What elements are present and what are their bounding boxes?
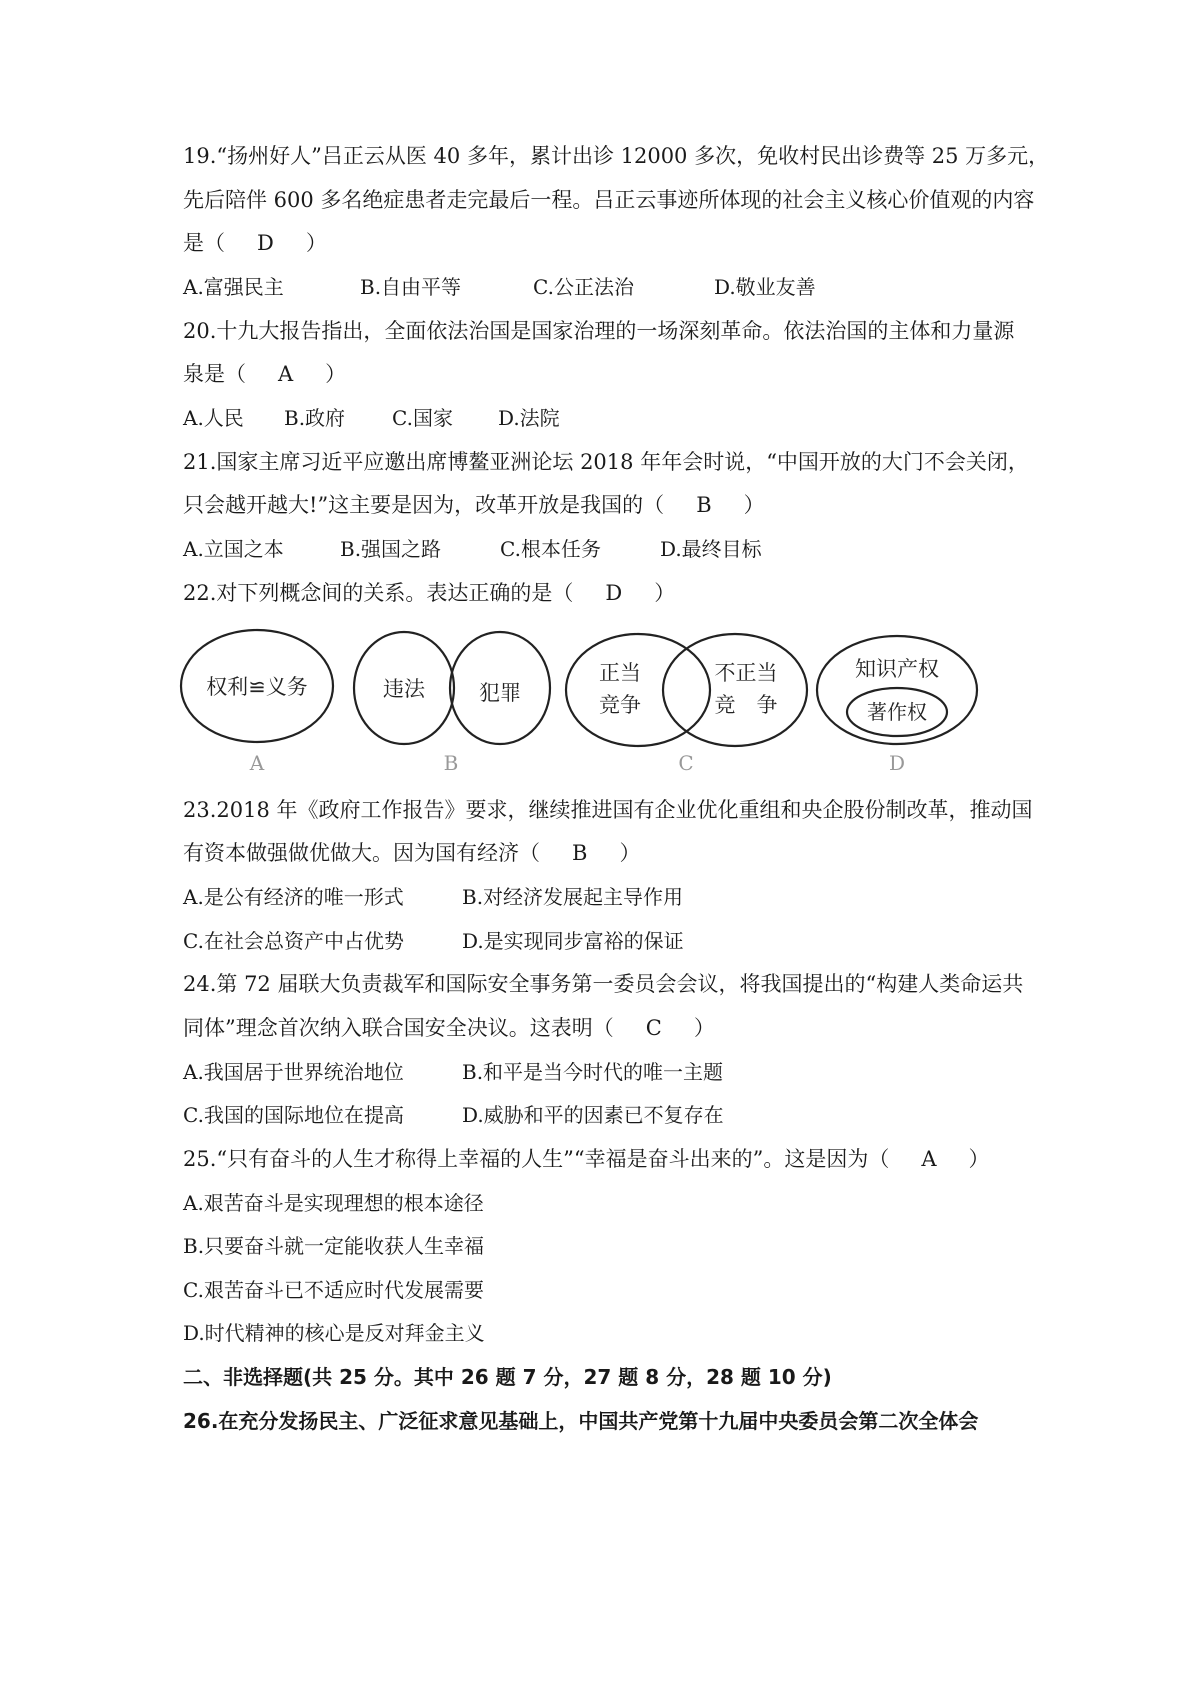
q21-answer: B: [696, 493, 712, 517]
q24-option-a: A.我国居于世界统治地位: [183, 1060, 404, 1084]
q21-line1: 21.国家主席习近平应邀出席博鳌亚洲论坛 2018 年年会时说，“中国开放的大门不会关闭，: [183, 450, 1029, 474]
q19-option-c: C.公正法治: [533, 275, 634, 299]
diagram-label-a: A: [249, 751, 265, 775]
q24-answer: C: [645, 1016, 662, 1040]
q24-option-d: D.威胁和平的因素已不复存在: [462, 1103, 724, 1127]
diagram-d-outer-circle: [817, 636, 977, 744]
q24-line1: 24.第 72 届联大负责裁军和国际安全事务第一委员会会议，将我国提出的“构建人类命运共: [183, 972, 1024, 996]
q19-answer: D: [257, 231, 274, 255]
q22-stem-prefix: 22.对下列概念间的关系。表达正确的是（: [183, 581, 574, 605]
q21-option-d: D.最终目标: [660, 537, 762, 561]
q21-option-c: C.根本任务: [500, 537, 601, 561]
q19-stem-suffix: ）: [305, 231, 327, 255]
q19-option-b: B.自由平等: [360, 275, 462, 299]
diagram-label-b: B: [443, 751, 459, 775]
q23-option-c: C.在社会总资产中占优势: [183, 929, 404, 953]
q22-answer: D: [605, 581, 623, 605]
diagram-b-right-text: 犯罪: [479, 681, 521, 705]
diagram-c-left-top: 正当: [599, 661, 641, 685]
q24-stem-suffix: ）: [693, 1016, 715, 1040]
q20-stem-suffix: ）: [325, 362, 347, 386]
q21-option-b: B.强国之路: [340, 537, 442, 561]
q20-option-b: B.政府: [284, 406, 346, 430]
q23-stem-end: [183, 838, 640, 868]
q21-option-a: A.立国之本: [183, 537, 284, 561]
diagram-d-inner-text: 著作权: [867, 700, 927, 724]
q20-option-c: C.国家: [392, 406, 453, 430]
q23-answer: B: [572, 841, 588, 865]
q21-stem-suffix: ）: [743, 493, 765, 517]
q23-stem-suffix: ）: [619, 841, 641, 865]
q23-stem-prefix: 有资本做强做优做大。因为国有经济（: [183, 841, 540, 865]
diagram-d-outer-text: 知识产权: [855, 657, 939, 681]
q25-stem-prefix: 25.“只有奋斗的人生才称得上幸福的人生”“幸福是奋斗出来的”。这是因为（: [183, 1147, 890, 1171]
q20-stem-prefix: 泉是（: [183, 362, 246, 386]
q24-stem-prefix: 同体”理念首次纳入联合国安全决议。这表明（: [183, 1016, 614, 1040]
q20-answer: A: [278, 362, 294, 386]
q25-option-d: D.时代精神的核心是反对拜金主义: [183, 1321, 485, 1345]
q25-option-a: A.艰苦奋斗是实现理想的根本途径: [183, 1191, 484, 1215]
diagram-c-right-bottom: 竞 争: [714, 693, 778, 717]
q25-stem-suffix: ）: [968, 1147, 990, 1171]
q25-stem: [183, 1144, 990, 1174]
q24-stem-end: [183, 1013, 715, 1043]
q26-line1: 26.在充分发扬民主、广泛征求意见基础上，中国共产党第十九届中央委员会第二次全体会: [183, 1409, 979, 1433]
diagram-c-right-circle: [663, 634, 807, 746]
q23-line1: 23.2018 年《政府工作报告》要求，继续推进国有企业优化重组和央企股份制改革，推动国: [183, 798, 1033, 822]
q23-option-a: A.是公有经济的唯一形式: [183, 885, 404, 909]
q22-stem-suffix: ）: [654, 581, 676, 605]
q19-option-a: A.富强民主: [183, 275, 284, 299]
q19-line2: 先后陪伴 600 多名绝症患者走完最后一程。吕正云事迹所体现的社会主义核心价值观的内容: [183, 188, 1035, 212]
diagram-label-c: C: [678, 751, 694, 775]
diagram-c-right-top: 不正当: [714, 661, 778, 685]
diagram-c-left-bottom: 竞争: [599, 693, 641, 717]
q21-stem-prefix: 只会越开越大!”这主要是因为，改革开放是我国的（: [183, 493, 665, 517]
q20-option-a: A.人民: [183, 406, 244, 430]
diagram-a-text: 权利≌义务: [206, 675, 308, 699]
q25-option-c: C.艰苦奋斗已不适应时代发展需要: [183, 1278, 484, 1302]
diagram-b-left-text: 违法: [383, 677, 425, 701]
q23-option-b: B.对经济发展起主导作用: [462, 885, 684, 909]
q20-line1: 20.十九大报告指出，全面依法治国是国家治理的一场深刻革命。依法治国的主体和力量源: [183, 319, 1015, 343]
q25-option-b: B.只要奋斗就一定能收获人生幸福: [183, 1234, 485, 1258]
q24-option-b: B.和平是当今时代的唯一主题: [462, 1060, 724, 1084]
diagram-label-d: D: [888, 751, 906, 775]
section2-heading: 二、非选择题(共 25 分。其中 26 题 7 分，27 题 8 分，28 题 10 分): [183, 1365, 832, 1389]
q19-stem-prefix: 是（: [183, 231, 225, 255]
diagram-c-left-circle: [566, 634, 710, 746]
q24-option-c: C.我国的国际地位在提高: [183, 1103, 404, 1127]
q25-answer: A: [921, 1147, 937, 1171]
q23-option-d: D.是实现同步富裕的保证: [462, 929, 684, 953]
q20-option-d: D.法院: [498, 406, 560, 430]
q19-line1: 19.“扬州好人”吕正云从医 40 多年，累计出诊 12000 多次，免收村民出诊费等 25 万多元，: [183, 144, 1050, 168]
q19-option-d: D.敬业友善: [714, 275, 816, 299]
